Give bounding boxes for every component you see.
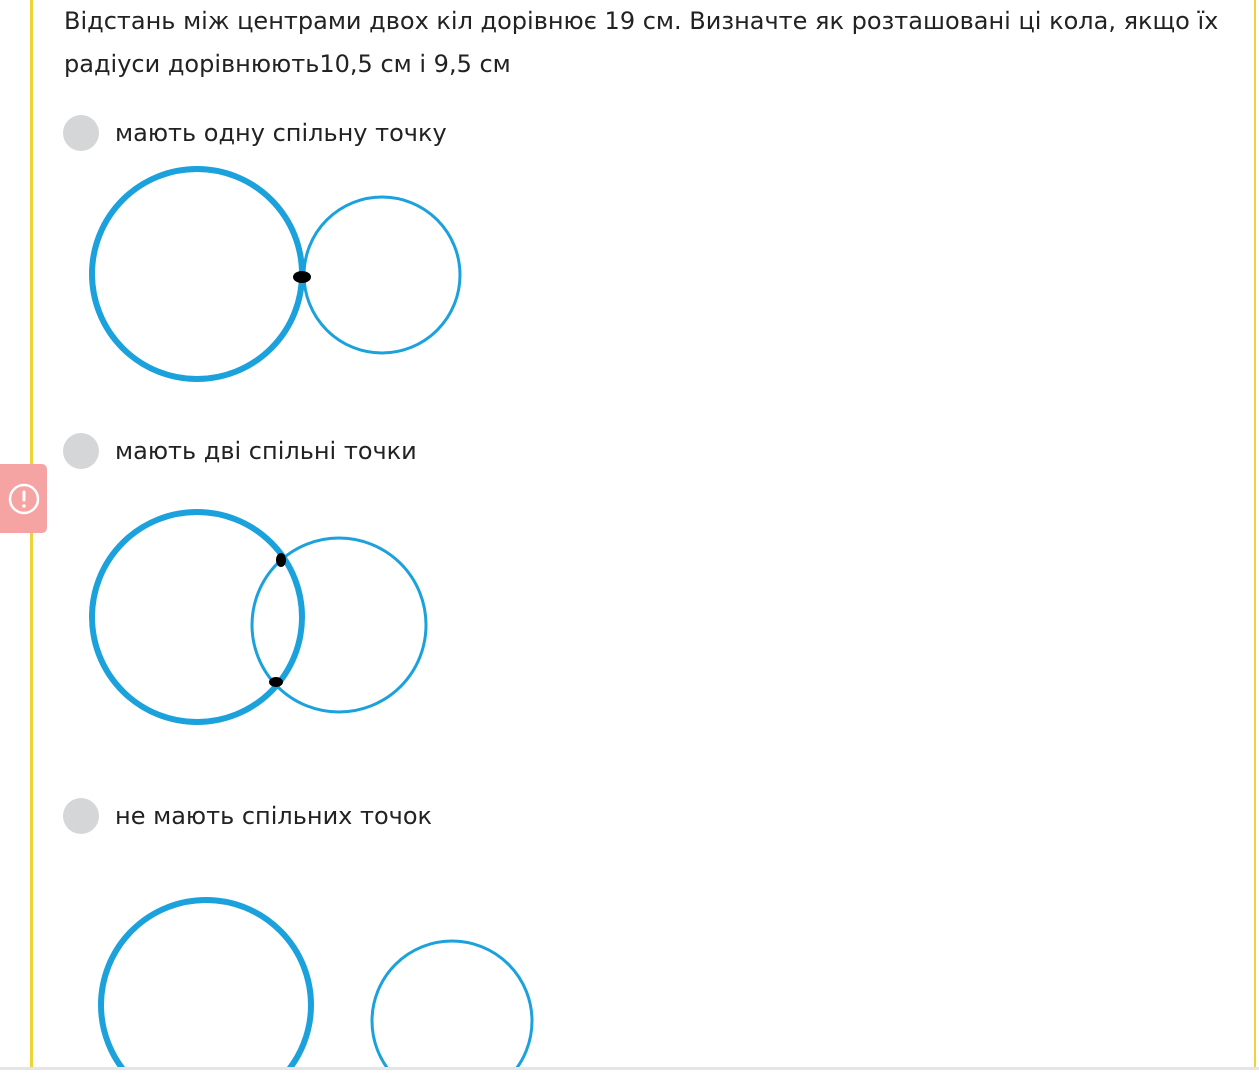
radio-button[interactable] [63,798,99,834]
answer-option-label: мають дві спільні точки [115,437,417,465]
answer-option-1[interactable] [63,115,447,151]
left-accent-border [30,0,33,1068]
tangent-circles-image [80,160,480,390]
answer-option-label: мають одну спільну точку [115,119,447,147]
intersecting-circles-image [80,500,450,735]
radio-button[interactable] [63,433,99,469]
report-button[interactable] [0,464,47,533]
exclamation-circle-icon [7,482,41,516]
answer-option-2[interactable] [63,433,417,469]
right-accent-border [1254,0,1256,1068]
answer-option-label: не мають спільних точок [115,802,433,830]
bottom-divider [0,1067,1259,1070]
radio-button[interactable] [63,115,99,151]
separate-circles-image [90,890,550,1067]
question-text: Відстань між центрами двох кіл дорівнює 19 см. Визначте як розташовані ці кола, якщо їх радіуси дорівнюють10,5 см і 9,5 см [64,7,1219,78]
answer-option-3[interactable] [63,798,432,834]
